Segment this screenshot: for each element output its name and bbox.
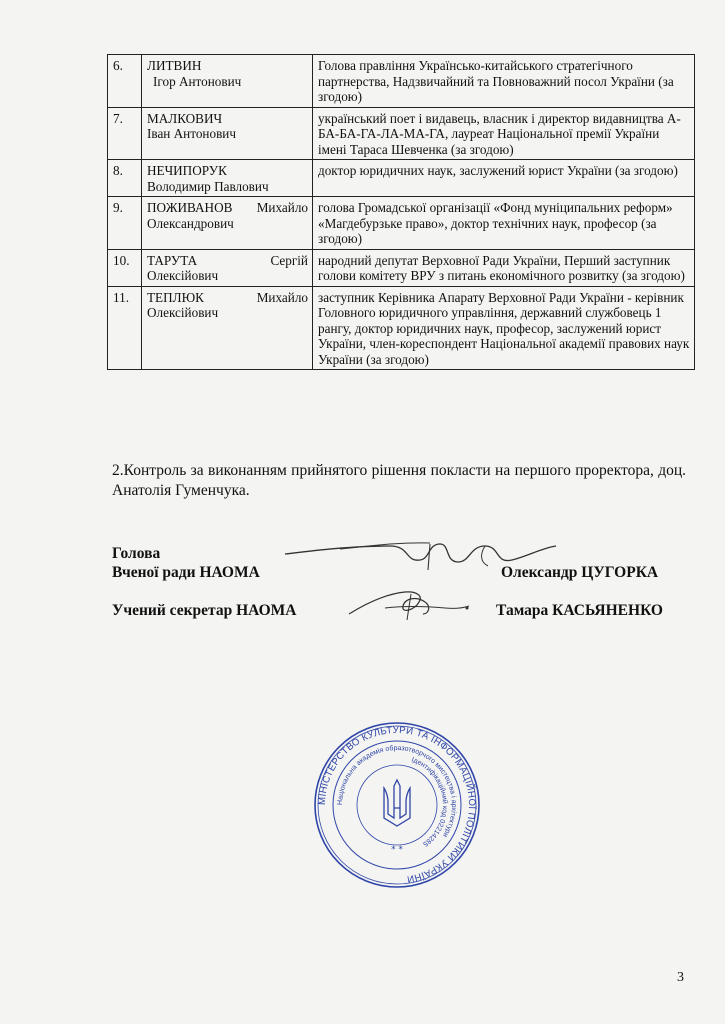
table-row xyxy=(108,107,695,160)
member-name xyxy=(142,107,313,160)
member-position: український поет і видавець, власник і директор видавництва А-БА-БА-ГА-ЛА-МА-ГА, лауреат Національної премії України імені Тараса Шевченка (за згодою) xyxy=(313,107,695,160)
decision-paragraph: 2.Контроль за виконанням прийнятого рішення покласти на першого проректора, доц. Анатолія Гуменчука. xyxy=(112,462,686,499)
members-table xyxy=(107,54,695,370)
stamp-outer-text: МІНІСТЕРСТВО КУЛЬТУРИ ТА ІНФОРМАЦІЙНОЇ ПОЛІТИКИ УКРАЇНИ xyxy=(316,724,478,885)
member-patronymic: Олександрович xyxy=(147,215,234,231)
secretary-signature xyxy=(345,584,475,624)
member-surname: НЕЧИПОРУК xyxy=(147,163,227,178)
head-signature xyxy=(280,532,560,582)
secretary-title: Учений секретар НАОМА xyxy=(112,602,297,619)
svg-text:* *: * * xyxy=(391,845,403,855)
trident-emblem-icon xyxy=(384,780,410,826)
member-position: заступник Керівника Апарату Верховної Ради України - керівник Головного юридичного управління, державний службовець 1 рангу, доктор юридичних наук, професор, заслужений юрист України, член-кореспондент Національної академії правових наук України (за згодою) xyxy=(313,286,695,370)
secretary-name: Тамара КАСЬЯНЕНКО xyxy=(496,602,663,619)
member-position: народний депутат Верховної Ради України, Перший заступник голови комітету ВРУ з питань економічного розвитку (за згодою) xyxy=(313,249,695,286)
member-name xyxy=(142,286,313,370)
member-surname: ЛИТВИН xyxy=(147,58,202,73)
table-row xyxy=(108,197,695,250)
member-patronymic: Володимир Павлович xyxy=(147,178,269,194)
member-patronymic: Олексійович xyxy=(147,305,219,320)
member-name xyxy=(142,197,313,250)
row-number: 7. xyxy=(108,107,142,160)
stamp-code-text: Ідентифікаційний код 02214285 xyxy=(410,756,449,848)
table-row xyxy=(108,286,695,370)
stamp-inner-text: Національна академія образотворчого мистецтва і архітектури xyxy=(336,744,458,839)
row-number: 11. xyxy=(108,286,142,370)
member-position: доктор юридичних наук, заслужений юрист України (за згодою) xyxy=(313,160,695,197)
head-title-line1: Голова xyxy=(112,545,161,562)
official-stamp xyxy=(312,720,482,890)
member-surname: ТАРУТА xyxy=(147,252,198,268)
row-number: 9. xyxy=(108,197,142,250)
row-number: 8. xyxy=(108,160,142,197)
member-surname: МАЛКОВИЧ xyxy=(147,110,223,126)
row-number: 10. xyxy=(108,249,142,286)
member-first-name: Михайло xyxy=(256,289,308,305)
table-row xyxy=(108,160,695,197)
head-title-line2: Вченої ради НАОМА xyxy=(112,564,260,581)
table-row xyxy=(108,55,695,108)
table-row xyxy=(108,249,695,286)
member-patronymic: Іван Антонович xyxy=(147,126,236,141)
row-number: 6. xyxy=(108,55,142,108)
member-position: Голова правління Українсько-китайського стратегічного партнерства, Надзвичайний та Повноважний посол України (за згодою) xyxy=(313,55,695,108)
member-first-name: Михайло xyxy=(256,200,308,215)
member-first-name: Сергій xyxy=(270,252,308,268)
member-name xyxy=(142,55,313,108)
member-name xyxy=(142,249,313,286)
member-position: голова Громадської організації «Фонд муніципальних реформ» «Магдебурзьке право», доктор технічних наук, професор (за згодою) xyxy=(313,197,695,250)
member-surname: ТЕПЛЮК xyxy=(147,289,204,305)
head-name: Олександр ЦУГОРКА xyxy=(501,564,659,581)
page-number: 3 xyxy=(677,970,684,985)
member-surname: ПОЖИВАНОВ xyxy=(147,200,233,215)
member-name xyxy=(142,160,313,197)
member-patronymic: Олексійович xyxy=(147,268,219,283)
member-patronymic: Ігор Антонович xyxy=(153,73,242,89)
